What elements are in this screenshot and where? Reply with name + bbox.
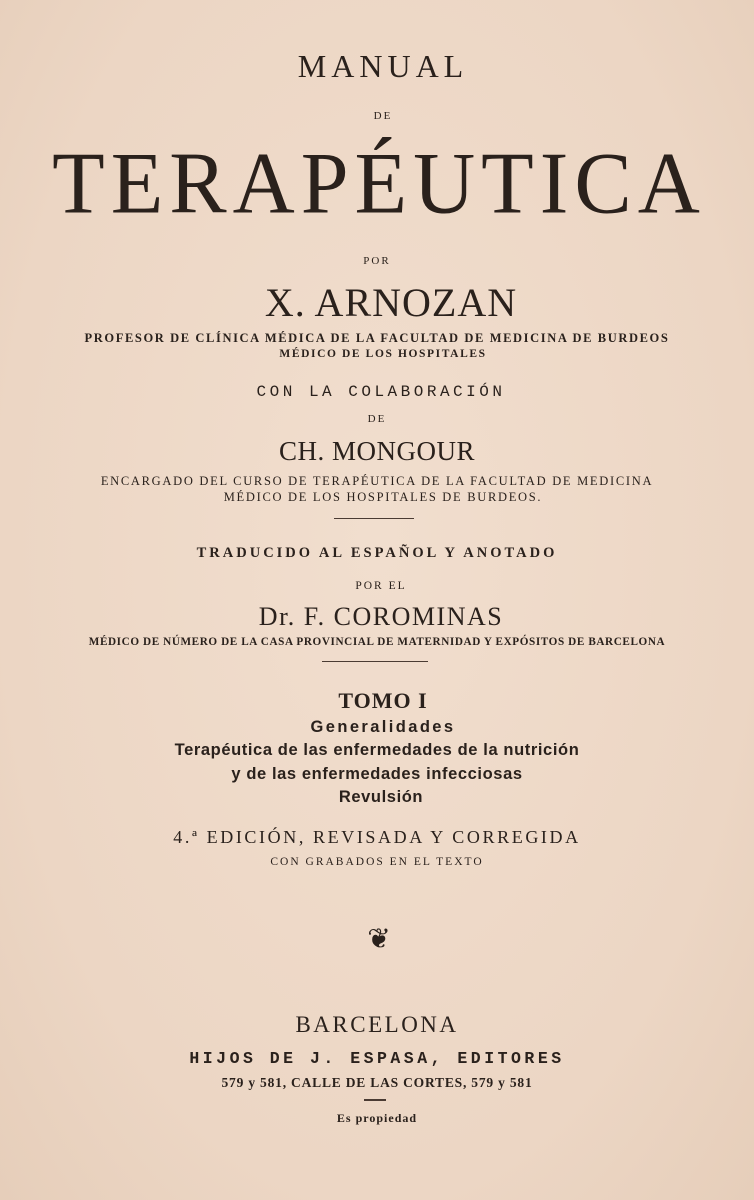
collaboration-heading: CON LA COLABORACIÓN: [256, 383, 506, 401]
collaborator-title-line-1: ENCARGADO DEL CURSO DE TERAPÉUTICA DE LA FACULTAD DE MEDICINA: [100, 474, 654, 488]
por-label: POR: [363, 255, 391, 267]
de-label-2: DE: [367, 413, 387, 425]
edition-line: 4.ª EDICIÓN, REVISADA Y CORREGIDA: [173, 827, 581, 847]
publisher-line: HIJOS DE J. ESPASA, EDITORES: [189, 1049, 565, 1068]
translator-title: MÉDICO DE NÚMERO DE LA CASA PROVINCIAL DE MATERNIDAD Y EXPÓSITOS DE BARCELONA: [88, 636, 666, 648]
contents-line-2: Terapéutica de las enfermedades de la nutrición: [174, 741, 580, 759]
collaborator-title-line-2: MÉDICO DE LOS HOSPITALES DE BURDEOS.: [223, 490, 543, 504]
main-title: TERAPÉUTICA: [52, 134, 706, 232]
fleuron-ornament: ❦: [367, 924, 391, 955]
rights-notice: Es propiedad: [336, 1111, 418, 1125]
contents-line-4: Revulsión: [338, 788, 424, 806]
translator-name: Dr. F. COROMINAS: [258, 602, 504, 631]
divider-1: [334, 518, 414, 519]
de-label: DE: [373, 110, 393, 122]
city-name: BARCELONA: [295, 1012, 459, 1037]
collaborator-name: CH. MONGOUR: [278, 436, 476, 466]
address-line: 579 y 581, CALLE DE LAS CORTES, 579 y 581: [221, 1075, 533, 1090]
contents-line-1: Generalidades: [310, 718, 456, 736]
author-title-line-1: PROFESOR DE CLÍNICA MÉDICA DE LA FACULTAD DE MEDICINA DE BURDEOS: [84, 331, 670, 345]
contents-line-3: y de las enfermedades infecciosas: [231, 765, 523, 783]
author-name: X. ARNOZAN: [264, 280, 518, 325]
manual-heading: MANUAL: [297, 48, 469, 84]
divider-3: [364, 1099, 386, 1101]
translated-heading: TRADUCIDO AL ESPAÑOL Y ANOTADO: [196, 545, 558, 561]
divider-2: [322, 661, 428, 662]
engravings-line: CON GRABADOS EN EL TEXTO: [270, 856, 484, 868]
author-title-line-2: MÉDICO DE LOS HOSPITALES: [279, 348, 487, 360]
volume-label: TOMO I: [338, 688, 428, 713]
por-el-label: POR EL: [355, 580, 407, 592]
